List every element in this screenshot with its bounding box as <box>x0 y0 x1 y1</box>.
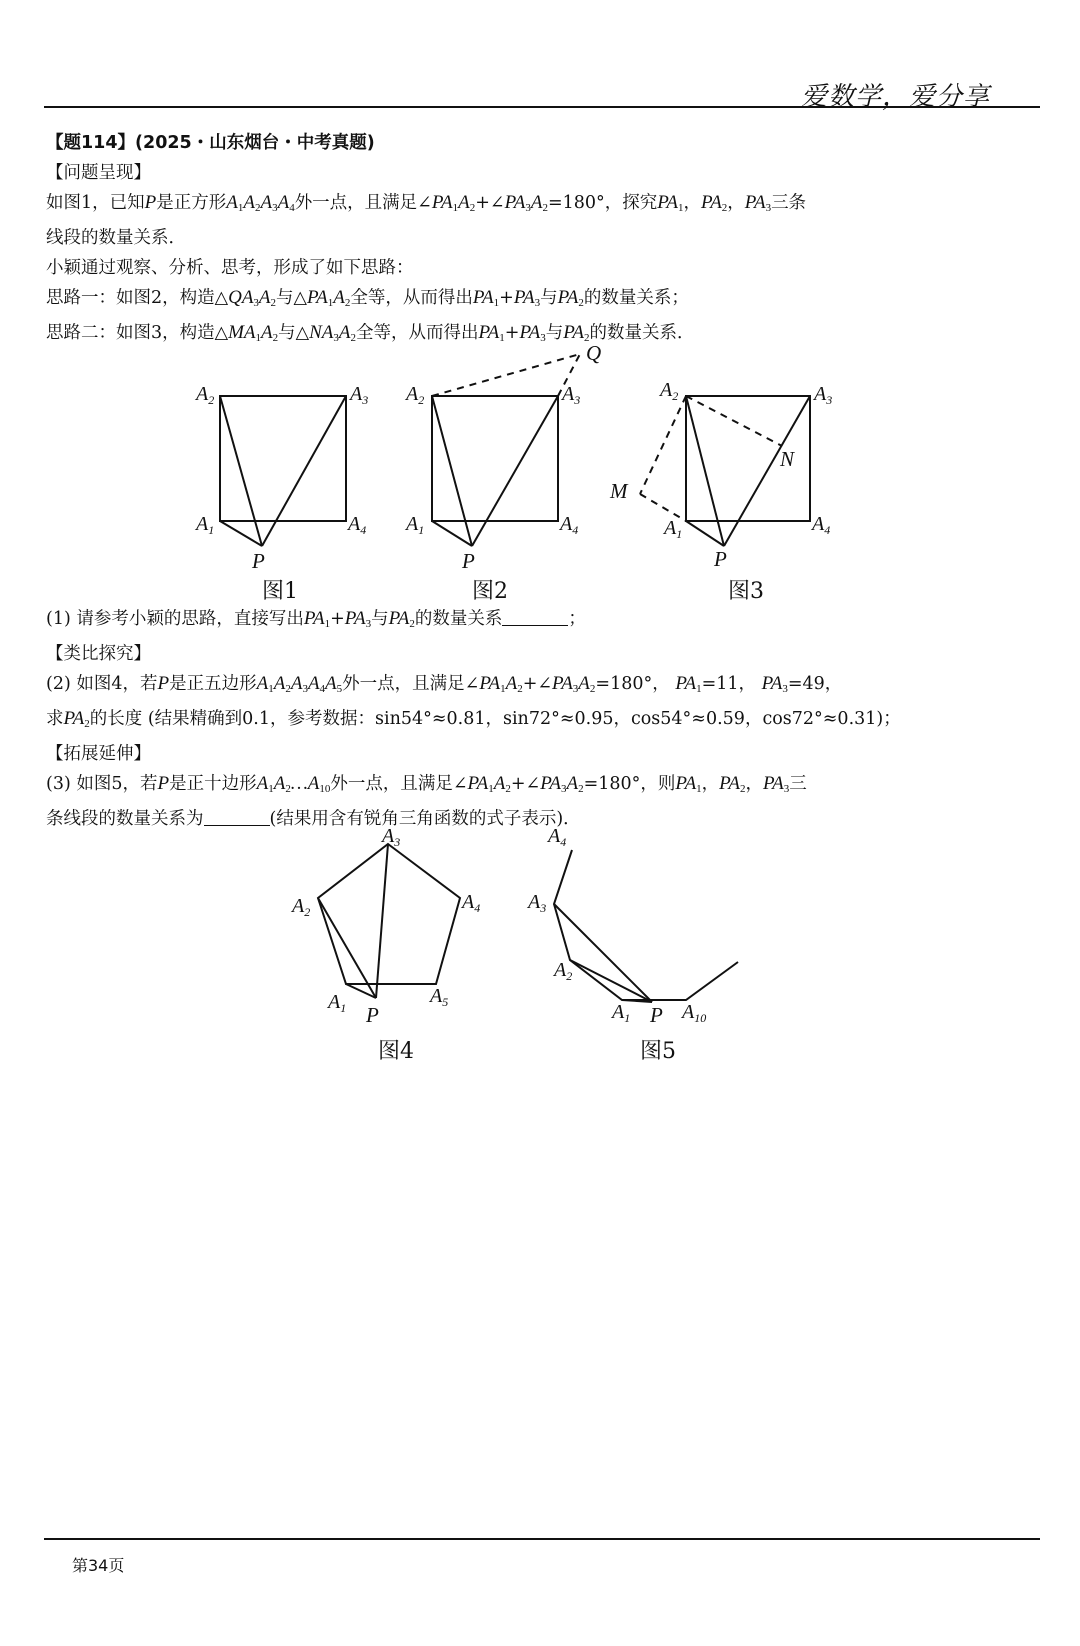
label-a4: $A_4$ <box>812 513 831 537</box>
question-1: (1) 请参考小颖的思路，直接写出$PA_1+PA_3$与$PA_2$的数量关系 ； <box>46 608 586 630</box>
label-p: P <box>462 549 475 573</box>
problem-body <box>46 128 1036 353</box>
label-a4: $A_4$ <box>548 825 567 849</box>
label-a1: $A_1$ <box>612 1001 631 1025</box>
label-a3: $A_3$ <box>382 826 401 849</box>
square <box>432 396 558 521</box>
figure-2-caption: 图2 <box>472 579 508 604</box>
answer-blank-1[interactable] <box>502 607 568 626</box>
figure-5 <box>520 820 760 1030</box>
header-rule <box>44 106 1040 108</box>
idea-intro: 小颖通过观察、分析、思考，形成了如下思路： <box>46 258 414 278</box>
dashed-a2m <box>640 396 686 494</box>
label-a10: $A_{10}$ <box>682 1001 707 1025</box>
label-a3: $A_3$ <box>528 891 547 915</box>
label-a3: $A_3$ <box>350 383 369 407</box>
section-heading-extension: 【拓展延伸】 <box>46 744 151 764</box>
figure-1-caption: 图1 <box>262 579 298 604</box>
problem-statement-line2: 线段的数量关系． <box>46 228 186 248</box>
idea-one: 思路一：如图2，构造$\triangle QA_3A_2$与$\triangle PA_1A_2$全等，从而得出$PA_1+PA_3$与$PA_2$的数量关系； <box>46 287 689 309</box>
segment-pa3 <box>472 396 558 546</box>
decagon-partial <box>554 850 738 1000</box>
footer-rule <box>44 1538 1040 1540</box>
idea-two: 思路二：如图3，构造$\triangle MA_1A_2$与$\triangle NA_3A_2$全等，从而得出$PA_1+PA_3$与$PA_2$的数量关系． <box>46 322 695 344</box>
dashed-ma1 <box>640 494 686 521</box>
label-p: P <box>366 1003 379 1027</box>
label-a2: $A_2$ <box>554 959 573 983</box>
pentagon <box>318 844 460 984</box>
label-a3: $A_3$ <box>562 383 581 407</box>
label-a1: $A_1$ <box>196 513 215 537</box>
question-3-line2: 条线段的数量关系为 (结果用含有锐角三角函数的式子表示)． <box>46 809 581 829</box>
label-p: P <box>714 547 727 571</box>
figure-5-caption: 图5 <box>640 1039 676 1064</box>
label-a3: $A_3$ <box>814 383 833 407</box>
label-a5: $A_5$ <box>430 985 449 1009</box>
section-heading-analogy: 【类比探究】 <box>46 644 151 664</box>
label-a2: $A_2$ <box>406 383 425 407</box>
question-3-line1: (3) 如图5，若P是正十边形$A_1A_2\dots A_{10}$外一点，且满足$\angle PA_1A_2+\angle PA_3A_2=180^\circ$，则$PA_1$，$PA_2$，$PA_3$三 <box>46 773 807 795</box>
segment-pa3 <box>724 396 810 546</box>
question-2-line2: 求$PA_2$的长度 (结果精确到0.1，参考数据：sin54°≈0.81，sin72°≈0.95，cos54°≈0.59，cos72°≈0.31)； <box>46 708 901 730</box>
dashed-a2q <box>432 354 580 396</box>
problem-statement-line1: 如图1，已知P是正方形$A_1A_2A_3A_4$外一点，且满足$\angle PA_1A_2+\angle PA_3A_2=180^\circ$，探究$PA_1$，$PA_2$，$PA_3$三条 <box>46 192 807 214</box>
dashed-a2n <box>686 396 782 446</box>
segment-pa3 <box>376 844 388 998</box>
segment-pa2 <box>570 960 652 1002</box>
figure-4 <box>290 826 500 1036</box>
label-a2: $A_2$ <box>196 383 215 407</box>
figure-4-caption: 图4 <box>378 1039 414 1064</box>
label-a4: $A_4$ <box>560 513 579 537</box>
answer-blank-3[interactable] <box>204 807 270 826</box>
label-a2: $A_2$ <box>660 379 679 403</box>
label-q: Q <box>586 341 602 365</box>
label-a1: $A_1$ <box>664 517 683 541</box>
segment-pa2 <box>220 396 262 546</box>
label-p: P <box>252 549 265 573</box>
section-heading-problem: 【问题呈现】 <box>46 163 151 183</box>
label-a1: $A_1$ <box>406 513 425 537</box>
label-a2: $A_2$ <box>292 895 311 919</box>
segment-pa2 <box>686 396 724 546</box>
figure-3 <box>600 374 850 580</box>
segment-pa3 <box>262 396 346 546</box>
label-a4: $A_4$ <box>462 891 481 915</box>
figure-3-caption: 图3 <box>728 579 764 604</box>
problem-title: 【题114】(2025・山东烟台・中考真题) <box>46 133 375 153</box>
question-2-line1: (2) 如图4，若P是正五边形$A_1A_2A_3A_4A_5$外一点，且满足$\angle PA_1A_2+\angle PA_3A_2=180^\circ$， $PA_1=11$， $PA_3=49$， <box>46 673 843 695</box>
label-m: M <box>610 479 628 503</box>
figure-2 <box>400 340 630 580</box>
questions-body <box>46 604 1036 834</box>
label-a4: $A_4$ <box>348 513 367 537</box>
label-n: N <box>780 447 795 471</box>
figure-1 <box>190 378 390 578</box>
square <box>220 396 346 521</box>
label-p: P <box>650 1003 663 1027</box>
page-number: 第34页 <box>72 1556 125 1575</box>
segment-pa2 <box>432 396 472 546</box>
header-brand: 爱数学，爱分享 <box>800 82 990 112</box>
label-a1: $A_1$ <box>328 991 347 1015</box>
